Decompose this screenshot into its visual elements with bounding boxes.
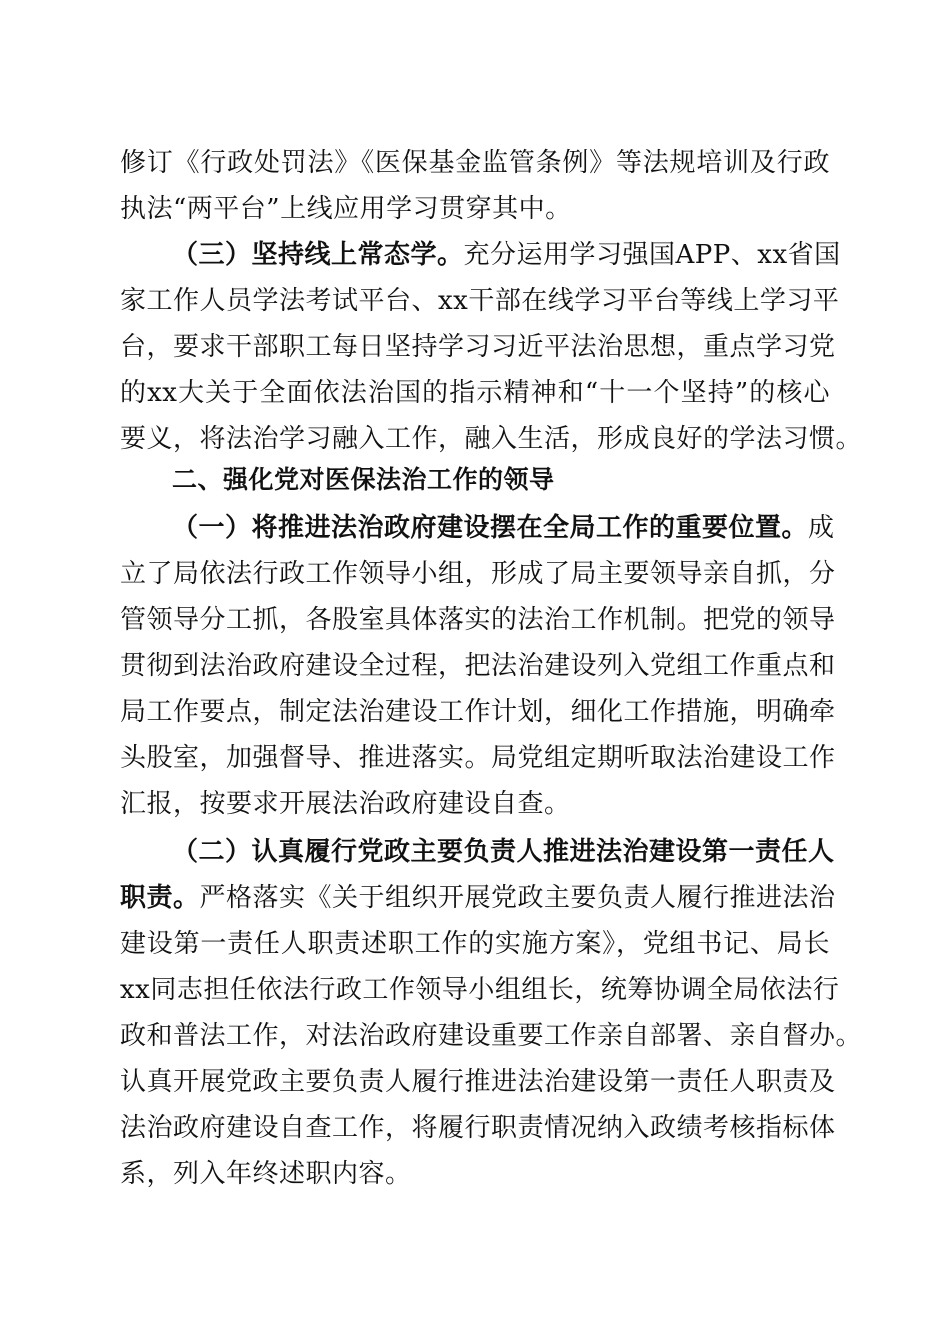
paragraph-line: 局工作要点，制定法治建设工作计划，细化工作措施，明确牵 [120, 697, 836, 727]
paragraph-line: 立了局依法行政工作领导小组，形成了局主要领导亲自抓，分 [120, 559, 836, 589]
subheading-lead-end: 职责。 [120, 883, 200, 913]
section-heading: 二、强化党对医保法治工作的领导 [172, 465, 555, 494]
paragraph-text: 成 [808, 513, 835, 543]
paragraph-line: 建设第一责任人职责述职工作的实施方案》，党组书记、局长 [120, 929, 830, 959]
paragraph-line: 要义，将法治学习融入工作，融入生活，形成良好的学法习惯。 [120, 424, 863, 454]
paragraph-text: 充分运用学习强国APP、xx省国 [463, 240, 841, 270]
paragraph-line: 贯彻到法治政府建设全过程，把法治建设列入党组工作重点和 [120, 651, 836, 681]
subheading-lead: （三）坚持线上常态学。 [172, 240, 464, 270]
paragraph-line: 系，列入年终述职内容。 [120, 1159, 412, 1189]
paragraph-line: 法治政府建设自查工作，将履行职责情况纳入政绩考核指标体 [120, 1113, 836, 1143]
subheading-lead: （一）将推进法治政府建设摆在全局工作的重要位置。 [172, 513, 809, 543]
paragraph-line: 头股室，加强督导、推进落实。局党组定期听取法治建设工作 [120, 743, 836, 773]
paragraph-line: 家工作人员学法考试平台、xx干部在线学习平台等线上学习平 [120, 286, 840, 316]
paragraph-line: xx同志担任依法行政工作领导小组组长，统筹协调全局依法行 [120, 975, 840, 1005]
paragraph-line: 修订《行政处罚法》《医保基金监管条例》等法规培训及行政 [120, 148, 830, 178]
paragraph-line: 政和普法工作，对法治政府建设重要工作亲自部署、亲自督办。 [120, 1021, 863, 1051]
paragraph-line: 执法“两平台”上线应用学习贯穿其中。 [120, 194, 572, 224]
paragraph-line: 汇报，按要求开展法治政府建设自查。 [120, 789, 571, 819]
paragraph-line: 认真开展党政主要负责人履行推进法治建设第一责任人职责及 [120, 1067, 836, 1097]
paragraph-text: 严格落实《关于组织开展党政主要负责人履行推进法治 [199, 883, 836, 913]
paragraph-line [120, 881, 836, 915]
paragraph-line [172, 511, 835, 545]
paragraph-line: 管领导分工抓，各股室具体落实的法治工作机制。把党的领导 [120, 605, 836, 635]
subheading-lead: （二）认真履行党政主要负责人推进法治建设第一责任人 [172, 837, 835, 867]
paragraph-line: 台，要求干部职工每日坚持学习习近平法治思想，重点学习党 [120, 332, 836, 362]
paragraph-line [172, 238, 841, 272]
paragraph-line: 的xx大关于全面依法治国的指示精神和“十一个坚持”的核心 [120, 378, 830, 408]
